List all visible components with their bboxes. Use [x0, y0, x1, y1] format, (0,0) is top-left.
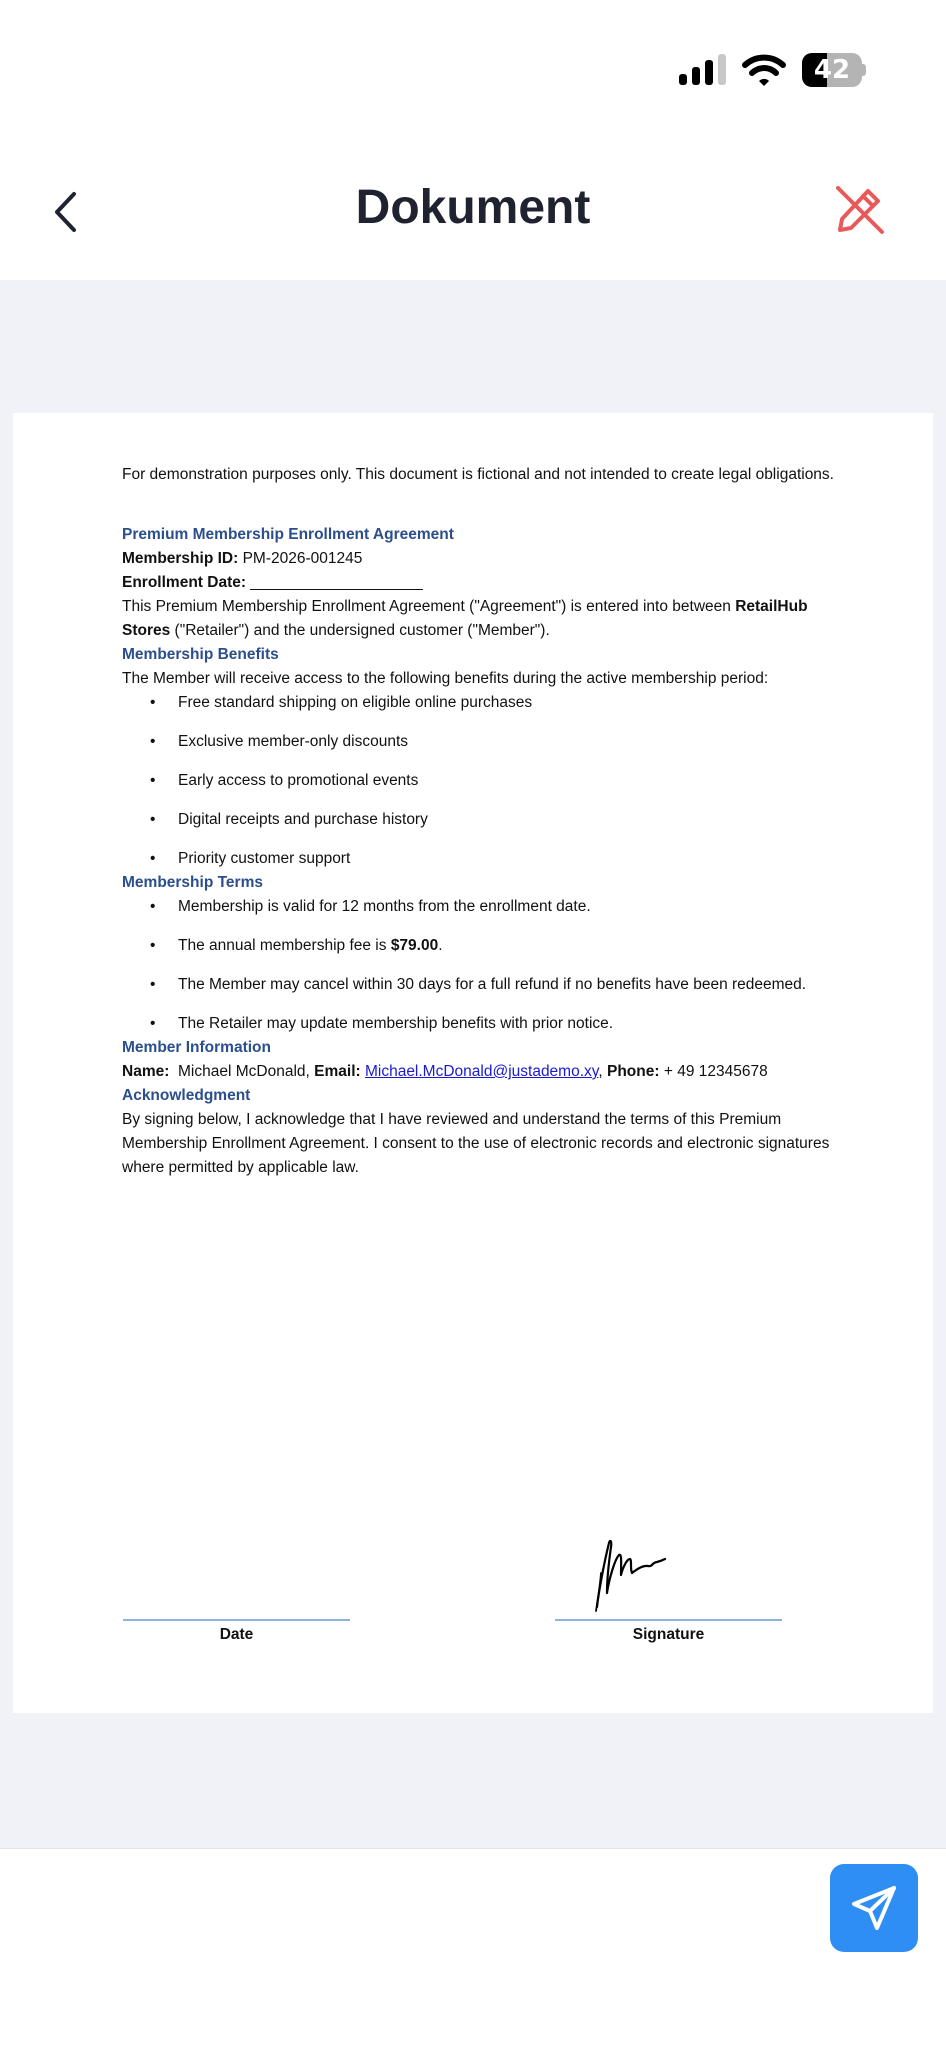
edit-off-icon: [832, 182, 888, 238]
acknowledgment-heading: Acknowledgment: [122, 1087, 251, 1104]
list-item: [122, 934, 842, 958]
edit-off-button[interactable]: [832, 182, 888, 238]
list-item: • Membership is valid for 12 months from the enrollment date.: [122, 895, 842, 919]
signature-line: [555, 1619, 782, 1621]
list-item: • Priority customer support: [122, 847, 842, 871]
enrollment-date-value: ____________________: [250, 574, 423, 591]
list-item: • Free standard shipping on eligible online purchases: [122, 691, 842, 715]
list-item: • The Member may cancel within 30 days for a full refund if no benefits have been redeemed.: [122, 973, 842, 997]
terms-list: [122, 895, 842, 1036]
list-item: • Exclusive member-only discounts: [122, 730, 842, 754]
email-link[interactable]: Michael.McDonald@justademo.xy: [364, 1063, 599, 1080]
benefits-list: [122, 691, 842, 871]
document-body: [122, 463, 842, 1180]
fee-text: The annual membership fee is: [178, 937, 391, 954]
name-value: Michael McDonald,: [178, 1063, 310, 1080]
member-info-heading: Member Information: [122, 1039, 271, 1056]
email-label: Email:: [314, 1063, 361, 1080]
intro-text-1: This Premium Membership Enrollment Agreement ("Agreement") is entered into between: [122, 598, 736, 615]
send-button[interactable]: [830, 1864, 918, 1952]
enrollment-date-label: Enrollment Date:: [122, 574, 247, 591]
fee-suffix: .: [438, 937, 443, 954]
membership-id-label: Membership ID:: [122, 550, 239, 567]
intro-text-2: ("Retailer") and the undersigned customer ("Member").: [170, 622, 550, 639]
cellular-signal-icon: [679, 55, 727, 85]
membership-id-line: [122, 547, 842, 571]
document-title: Premium Membership Enrollment Agreement: [122, 526, 454, 543]
signature-label: Signature: [632, 1626, 705, 1643]
battery-icon: [802, 53, 866, 87]
send-icon: [850, 1884, 898, 1932]
intro-company: RetailHub Stores: [122, 598, 808, 639]
document-viewer[interactable]: [0, 280, 946, 1848]
date-label: Date: [219, 1626, 254, 1643]
benefits-heading: Membership Benefits: [122, 646, 279, 663]
list-item: • Digital receipts and purchase history: [122, 808, 842, 832]
bottom-toolbar: [0, 1848, 946, 2048]
battery-level: 42: [813, 55, 851, 85]
benefits-lead: The Member will receive access to the following benefits during the active membership period:: [122, 670, 769, 687]
handwritten-signature: [585, 1529, 695, 1615]
terms-heading: Membership Terms: [122, 874, 263, 891]
enrollment-date-line: [122, 571, 842, 595]
membership-id-value: PM-2026-001245: [242, 550, 363, 567]
status-bar: [0, 0, 946, 140]
list-item: • Early access to promotional events: [122, 769, 842, 793]
document-page: [13, 413, 933, 1713]
wifi-icon: [742, 52, 786, 88]
intro-paragraph: [122, 595, 842, 643]
member-info-line: Name: Michael McDonald, Email: Michael.McDonald@justademo.xy, Phone: + 49 12345678: [122, 1063, 768, 1080]
acknowledgment-text: By signing below, I acknowledge that I have reviewed and understand the terms of this Premium Membership Enrollment Agreement. I consent to the use of electronic records and electronic signatures where permitted by applicable law.: [122, 1111, 830, 1176]
page-title: Dokument: [355, 181, 591, 234]
date-line: [123, 1619, 350, 1621]
phone-label: Phone:: [607, 1063, 660, 1080]
list-item: • The Retailer may update membership benefits with prior notice.: [122, 1012, 842, 1036]
phone-value: + 49 12345678: [663, 1063, 768, 1080]
fee-amount: $79.00: [390, 937, 439, 954]
signature-block: [13, 1481, 933, 1641]
disclaimer-text: For demonstration purposes only. This document is fictional and not intended to create legal obligations.: [122, 466, 834, 483]
app-header: [0, 140, 946, 280]
name-label: Name:: [122, 1063, 170, 1080]
